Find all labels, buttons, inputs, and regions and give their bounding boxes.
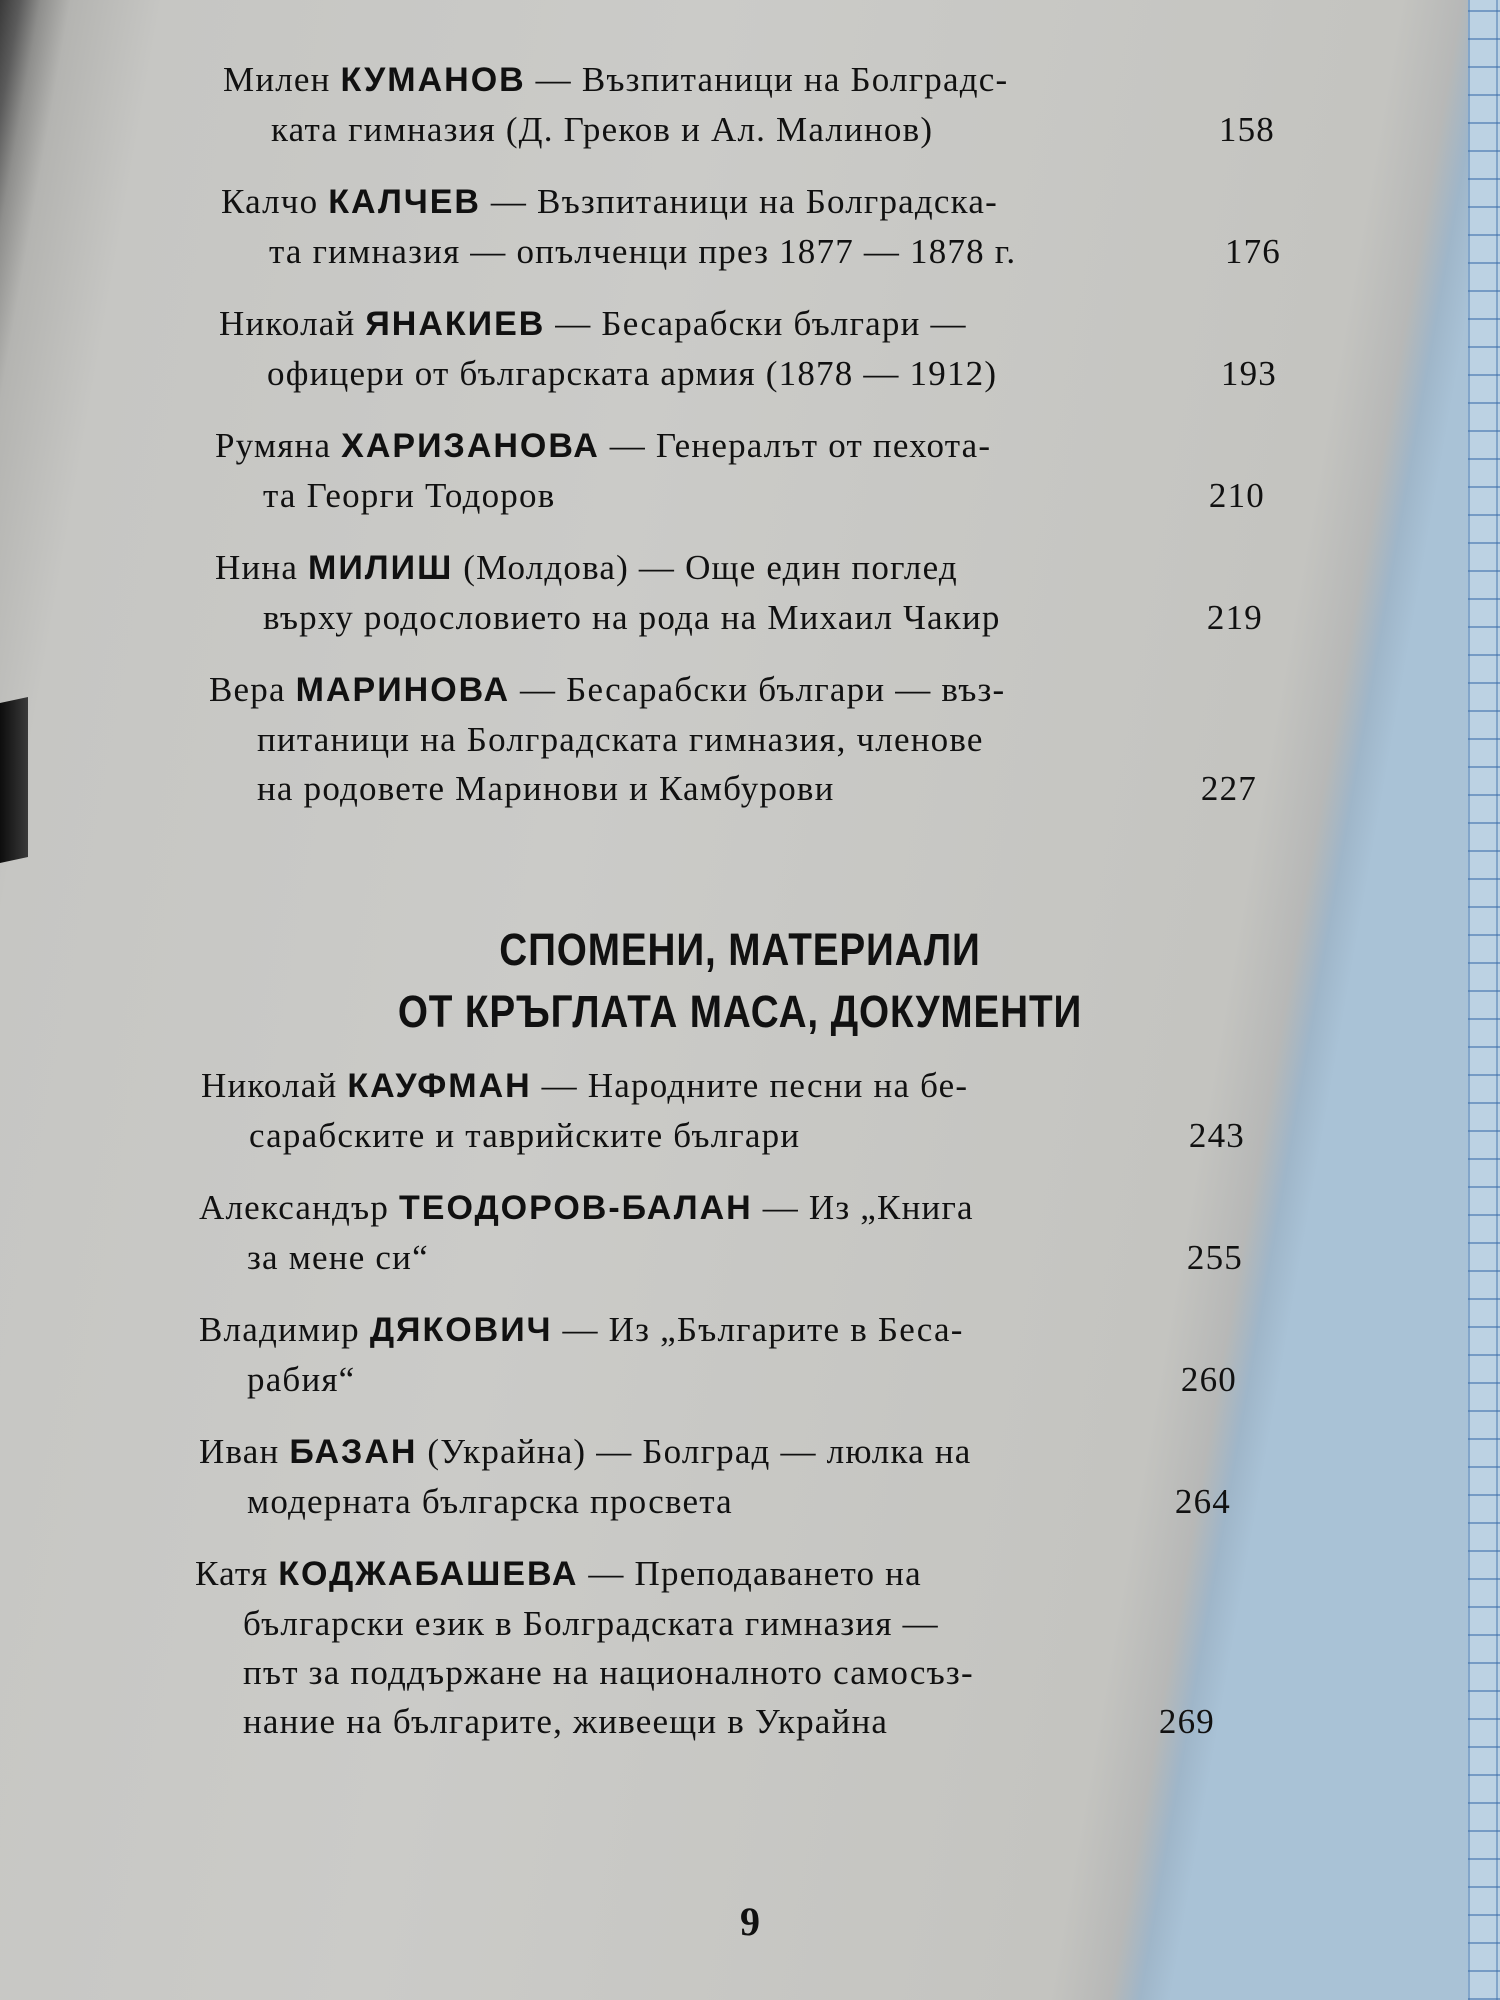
author-last-name: БАЗАН <box>289 1433 418 1471</box>
author-last-name: ТЕОДОРОВ-БАЛАН <box>399 1189 753 1227</box>
author-first-name: Калчо <box>221 182 319 221</box>
toc-entry-bazan <box>199 1427 1305 1526</box>
section-heading <box>175 921 1305 1041</box>
entry-title-line: — Народните песни на бе- <box>531 1066 969 1105</box>
author-first-name: Румяна <box>215 426 332 465</box>
toc-entry-milish <box>215 543 1305 642</box>
page-number: 255 <box>1186 1238 1243 1277</box>
page-number: 269 <box>1158 1702 1215 1741</box>
author-first-name: Милен <box>223 60 331 99</box>
author-last-name: ДЯКОВИЧ <box>369 1311 553 1349</box>
author-first-name: Владимир <box>199 1310 360 1349</box>
page-number: 210 <box>1208 476 1265 515</box>
page-number: 176 <box>1224 232 1281 271</box>
author-last-name: КОДЖАБАШЕВА <box>278 1555 579 1593</box>
author-first-name: Николай <box>219 304 356 343</box>
page-number: 260 <box>1180 1360 1237 1399</box>
author-first-name: Вера <box>209 670 286 709</box>
entry-title-line: път за поддържане на националното самосъз- <box>243 1653 974 1692</box>
author-first-name: Александър <box>199 1188 390 1227</box>
book-page-number: 9 <box>740 1899 760 1944</box>
page-number: 219 <box>1206 598 1263 637</box>
entry-title-line: български език в Болградската гимназия — <box>243 1604 939 1643</box>
author-first-name: Николай <box>201 1066 338 1105</box>
toc-entry-yanakiev <box>219 299 1305 398</box>
author-first-name: Нина <box>215 548 299 587</box>
author-last-name: КАУФМАН <box>347 1067 532 1105</box>
author-last-name: МАРИНОВА <box>295 671 511 709</box>
grid-paper-strip <box>1468 0 1500 2000</box>
entry-title-line: — Бесарабски българи — <box>545 304 967 343</box>
entry-title-line: — Из „Книга <box>752 1188 974 1227</box>
entry-title-line: — Бесарабски българи — въз- <box>510 670 1006 709</box>
toc-entry-kodzhabasheva <box>195 1549 1305 1746</box>
author-first-name: Иван <box>199 1432 280 1471</box>
entry-title-line: офицери от българската армия (1878 — 1912) <box>267 354 998 393</box>
page-number: 264 <box>1174 1482 1231 1521</box>
page-number: 158 <box>1218 110 1275 149</box>
entry-title-line: на родовете Маринови и Камбурови <box>257 769 835 808</box>
toc-entry-kaufman <box>201 1061 1305 1160</box>
entry-title-line: — Из „Българите в Беса- <box>552 1310 964 1349</box>
author-last-name: ЯНАКИЕВ <box>365 305 546 343</box>
entry-title-line: — Преподаването на <box>578 1554 922 1593</box>
book-page-edge <box>0 697 28 863</box>
page-number: 193 <box>1220 354 1277 393</box>
author-last-name: КАЛЧЕВ <box>328 183 481 221</box>
entry-title-line: върху родословието на рода на Михаил Чакир <box>263 598 1001 637</box>
entry-title-line: питаници на Болградската гимназия, членове <box>257 720 984 759</box>
entry-title-line: (Украйна) — Болград — люлка на <box>417 1432 972 1471</box>
entry-title-line: рабия“ <box>247 1360 356 1399</box>
author-first-name: Катя <box>195 1554 269 1593</box>
entry-title-line: та Георги Тодоров <box>263 476 556 515</box>
entry-title-line: модерната българска просвета <box>247 1482 733 1521</box>
table-of-contents <box>195 55 1305 1746</box>
entry-title-line: — Възпитаници на Болградс- <box>525 60 1009 99</box>
entry-title-line: ката гимназия (Д. Греков и Ал. Малинов) <box>271 110 934 149</box>
author-last-name: КУМАНОВ <box>340 61 526 99</box>
author-last-name: ХАРИЗАНОВА <box>341 427 600 465</box>
section-title-line: ОТ КРЪГЛАТА МАСА, ДОКУМЕНТИ <box>397 986 1083 1037</box>
page-number: 243 <box>1188 1116 1245 1155</box>
author-last-name: МИЛИШ <box>308 549 454 587</box>
toc-entry-kumanov <box>223 55 1305 154</box>
toc-entry-teodorov-balan <box>199 1183 1305 1282</box>
page-number: 227 <box>1200 769 1257 808</box>
entry-title-line: (Молдова) — Още един поглед <box>453 548 958 587</box>
entry-title-line: — Генералът от пехота- <box>599 426 992 465</box>
entry-title-line: за мене си“ <box>247 1238 429 1277</box>
toc-entry-marinova <box>209 665 1305 813</box>
toc-entry-kalchev <box>221 177 1305 276</box>
toc-entry-dyakovich <box>199 1305 1305 1404</box>
entry-title-line: — Възпитаници на Болградска- <box>480 182 998 221</box>
entry-title-line: сарабските и таврийските българи <box>249 1116 801 1155</box>
section-title-line: СПОМЕНИ, МАТЕРИАЛИ <box>499 924 981 975</box>
entry-title-line: нание на българите, живеещи в Украйна <box>243 1702 889 1741</box>
toc-entry-harizanova <box>215 421 1305 520</box>
entry-title-line: та гимназия — опълченци през 1877 — 1878 г. <box>269 232 1017 271</box>
